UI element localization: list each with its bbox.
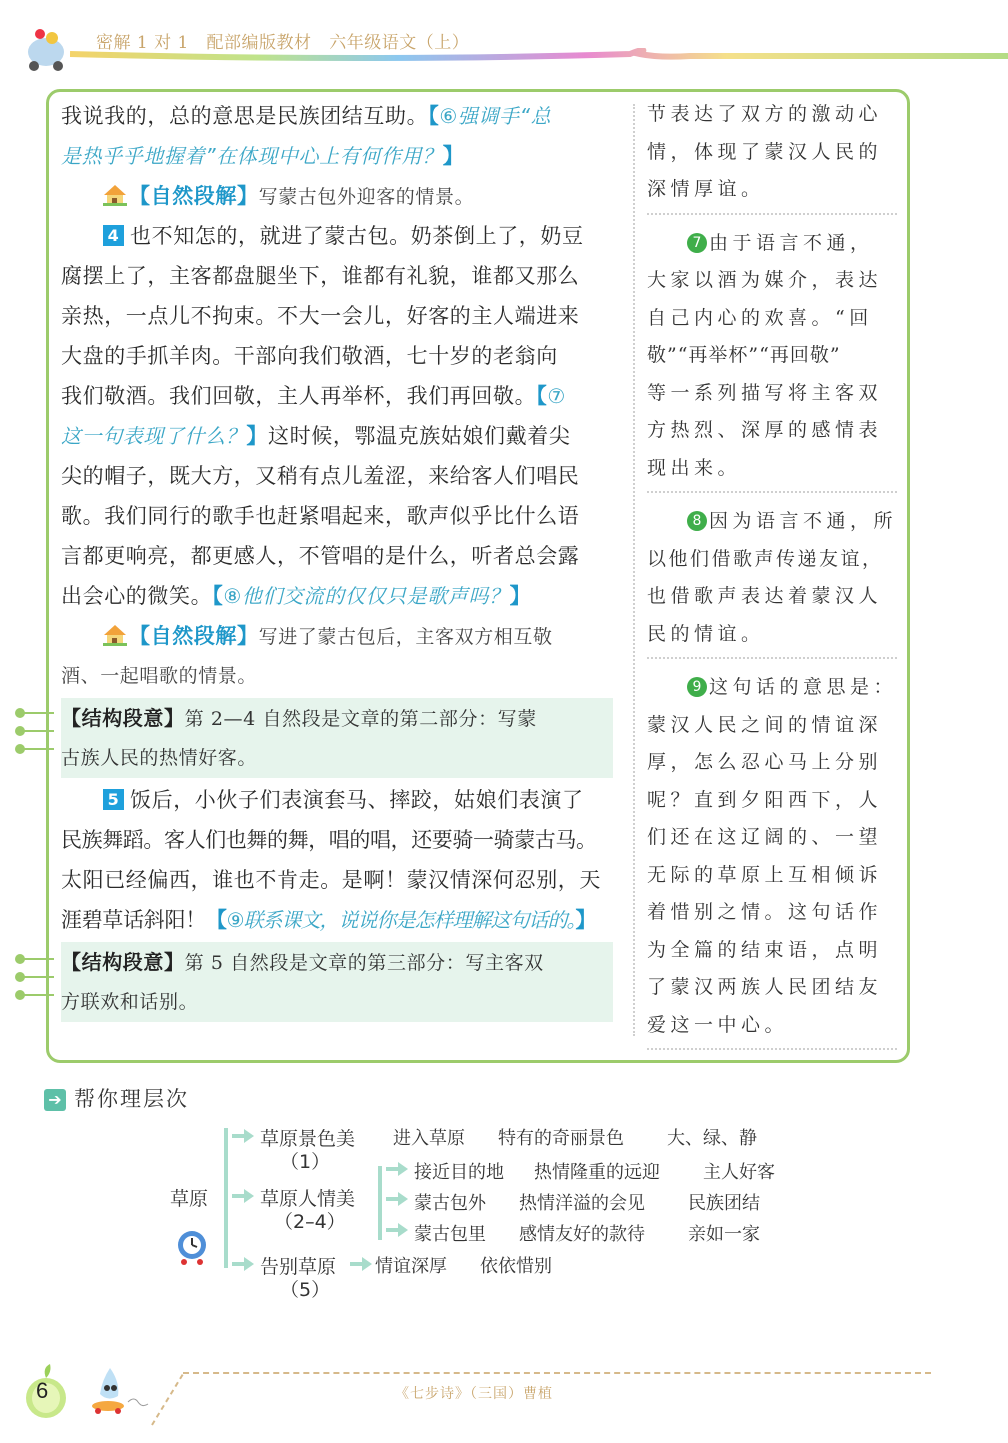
dashed-divider [183,1372,931,1374]
arrow-right-icon [386,1162,408,1176]
circle-number-badge: 7 [687,233,707,253]
branch-range: （5） [280,1279,331,1301]
arrow-right-icon [232,1129,254,1143]
arrow-right-icon [386,1192,408,1206]
text-line: 太阳已经偏西，谁也不肯走。是啊！蒙汉情深何忍别，天 [61,868,601,892]
text-line: 涯碧草话斜阳！【⑨联系课文，说说你是怎样理解这句话的。】 [61,908,597,932]
paragraph-number-badge: 5 [103,789,124,810]
circle-number-badge: 8 [687,511,707,531]
house-icon [103,624,127,646]
tree-bracket [224,1128,228,1268]
house-icon [103,184,127,206]
text-line: 腐摆上了，主客都盘腿坐下，谁都有礼貌，谁都又那么 [61,264,580,288]
question-7: ⑦ [547,384,566,408]
branch-range: （2–4） [274,1211,346,1233]
tree-root: 草原 [170,1188,209,1210]
mascot-skateboard-icon [80,1362,150,1422]
question-9: ⑨联系课文，说说你是怎样理解这句话的。 [226,908,576,932]
footer-quote: 《七步诗》（三国）曹植 [395,1386,553,1402]
page-number: 6 [36,1378,49,1403]
branch-label: 草原景色美 [260,1128,356,1150]
mascot-clock-icon [172,1225,212,1265]
arrow-right-icon: ➔ [44,1089,66,1111]
question-6: ⑥强调手“总 [439,104,552,128]
annotation-column [647,96,897,1060]
text-line: 是热乎乎地握着”在体现中心上有何作用？】 [61,144,465,168]
text-line: 我说我的，总的意思是民族团结互助。【⑥强调手“总 [61,104,552,128]
arrow-right-icon [386,1223,408,1237]
paragraph-4: 4 也不知怎的，就进了蒙古包。奶茶倒上了，奶豆 [61,216,617,256]
text-line: 民族舞蹈。客人们也舞的舞，唱的唱，还要骑一骑蒙古马。 [61,828,597,852]
paragraph-analysis: 【自然段解】写蒙古包外迎客的情景。 [61,176,617,216]
page-header [0,0,1008,80]
branch-range: （1） [280,1151,331,1173]
branch-label: 草原人情美 [260,1188,356,1210]
annotation-8: 8 因为语言不通，所 以他们借歌声传递友谊， 也借歌声表达着蒙汉人 民的情谊。 [647,503,897,659]
structure-summary-2: 【结构段意】第 5 自然段是文章的第三部分：写主客双 方联欢和话别。 [61,942,613,1022]
circle-number-badge: 9 [687,677,707,697]
paragraph-analysis: 【自然段解】写进了蒙古包后，主客双方相互敬 [61,616,617,656]
question-8: ⑧他们交流的仅仅只是歌声吗？ [223,584,510,608]
text-line: 我们敬酒。我们回敬，主人再举杯，我们再回敬。【⑦ [61,384,566,408]
paragraph-number-badge: 4 [103,225,124,246]
section-title: ➔ 帮你理层次 [44,1083,189,1113]
annotation-7: 7 由于语言不通， 大家以酒为媒介，表达 自己内心的欢喜。“回 敬”“再举杯”“再回敬” 等一系列描写将主客双 方热烈、深厚的感情表 现出来。 [647,225,897,494]
annotation-9: 9 这句话的意思是： 蒙汉人民之间的情谊深 厚，怎么忍心马上分别 呢？直到夕阳西下，人 们还在这辽阔的、一望 无际的草原上互相倾诉 着惜别之情。这句话作 为全篇的结束语，点明 了蒙汉两族人民团结友 爱这一中心。 [647,669,897,1050]
arrow-right-icon [232,1189,254,1203]
mascot-car-icon [20,22,72,74]
text-line: 酒、一起唱歌的情景。 [61,665,258,687]
lesson-frame [46,89,910,1063]
structure-summary-1: 【结构段意】第 2—4 自然段是文章的第二部分：写蒙 古族人民的热情好客。 [61,698,613,778]
text-line: 歌。我们同行的歌手也赶紧唱起来，歌声似乎比什么语 [61,504,580,528]
text-line: 尖的帽子，既大方，又稍有点儿羞涩，来给客人们唱民 [61,464,580,488]
text-line: 言都更响亮，都更感人，不管唱的是什么，听者总会露 [61,544,580,568]
text-line: 出会心的微笑。【⑧他们交流的仅仅只是歌声吗？】 [61,584,532,608]
text-line: 大盘的手抓羊肉。干部向我们敬酒，七十岁的老翁向 [61,344,558,368]
branch-label: 告别草原 [260,1256,337,1278]
paragraph-5: 5 饭后，小伙子们表演套马、摔跤，姑娘们表演了 [61,780,617,820]
tree-sub-bracket [378,1166,382,1240]
header-title: 密解 1 对 1 配部编版教材 六年级语文（上） [96,33,470,53]
arrow-right-icon [232,1257,254,1271]
annotation-6-continued: 节表达了双方的激动心 情，体现了蒙汉人民的 深情厚谊。 [647,96,897,215]
text-line: 亲热，一点儿不拘束。不大一会儿，好客的主人端进来 [61,304,580,328]
text-column [61,96,617,1024]
dashed-divider [150,1372,190,1427]
column-divider [633,104,635,1036]
rainbow-ribbon-decoration [70,48,1008,62]
arrow-right-icon [350,1257,372,1271]
text-line: 这一句表现了什么？】这时候，鄂温克族姑娘们戴着尖 [61,424,571,448]
page-footer [0,1350,1008,1443]
